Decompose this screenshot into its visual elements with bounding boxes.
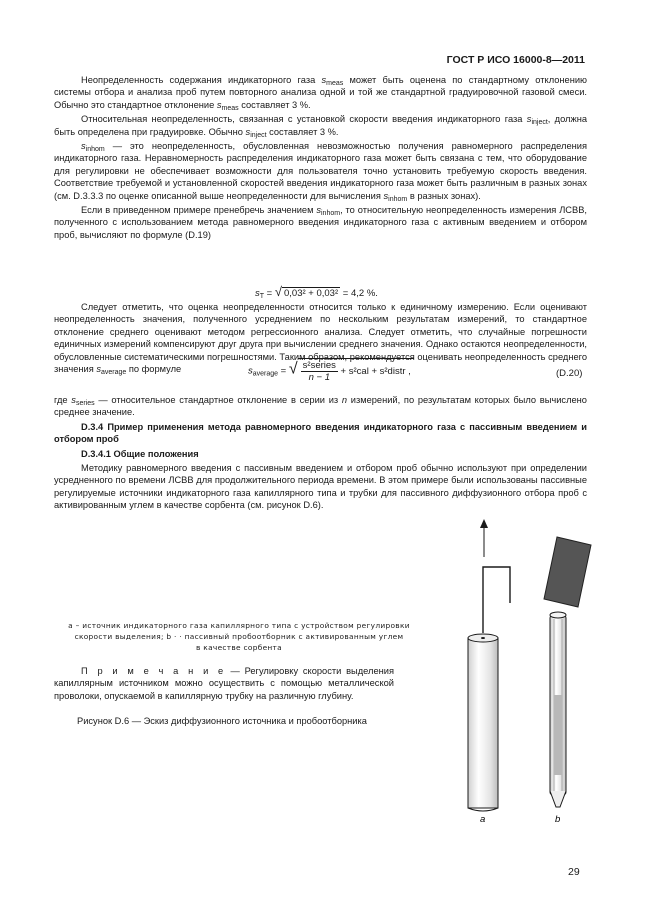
activated-carbon-sorbent bbox=[554, 695, 562, 775]
symbol: s bbox=[316, 205, 321, 216]
text: в разных зонах). bbox=[407, 190, 481, 201]
text: где bbox=[54, 395, 72, 405]
subsection-heading: D.3.4.1 Общие положения bbox=[81, 448, 199, 459]
formula-subscript: average bbox=[252, 370, 279, 378]
formula-symbol: s bbox=[255, 288, 260, 299]
subscript: inhom bbox=[388, 195, 408, 203]
paragraph-meas bbox=[54, 74, 587, 111]
document-header: ГОСТ Р ИСО 16000-8—2011 bbox=[446, 54, 585, 66]
paragraph-inhom bbox=[54, 140, 587, 202]
formula-d20 bbox=[248, 358, 414, 384]
text: Относительная неопределенность, связанная с установкой скорости введения индикаторного газа bbox=[81, 114, 527, 125]
legend-line: a – источник индикаторного газа капиллярного типа с устройством регулировки bbox=[68, 621, 410, 630]
section-heading: D.3.4 Пример применения метода равномерного введения индикаторного газа с пассивным введением и отбором проб bbox=[54, 421, 587, 445]
text: Следует отметить, что оценка неопределенности относится только к единичному измерению. Если оценивают неопределенность значения, полученного усреднением по нескольким результатам измерений, то стандартное отклонение среднего оценивают методом регрессионного анализа. Следует отметить, что случайные погрешности единичных измерений компенсируют друг друга при вычислении среднего значения. Однако остаются неопределенности, обусловленные систематическими погрешностями. Таким образом, рекомендуется оценивать неопределенность среднего значения bbox=[54, 302, 587, 375]
formula-symbol: s bbox=[248, 365, 253, 377]
label-a: a bbox=[480, 814, 486, 825]
wire-regulator bbox=[483, 567, 510, 633]
formula-numerator: s²series bbox=[302, 360, 336, 371]
formula-rest: + s²cal + s²distr , bbox=[337, 366, 411, 378]
figure-legend bbox=[54, 620, 424, 653]
symbol: s bbox=[71, 395, 76, 405]
formula-denominator: n − 1 bbox=[308, 372, 330, 383]
text: составляет 3 %. bbox=[238, 99, 311, 110]
subscript: inject bbox=[250, 131, 267, 139]
note-text: — Регулировку скорости выделения капиллярным источником можно осуществить с помощью металлической проволоки, опускаемой в капиллярную трубку на различную глубину. bbox=[54, 666, 394, 701]
formula-radicand: 0,03² + 0,03² bbox=[284, 288, 339, 299]
formula-equals: = bbox=[278, 365, 289, 377]
subscript: meas bbox=[221, 104, 239, 112]
symbol: s bbox=[245, 126, 251, 137]
formula-d19 bbox=[255, 284, 378, 299]
capillary-source-tube bbox=[468, 634, 498, 811]
figure-note bbox=[54, 665, 394, 702]
symbol: s bbox=[81, 141, 86, 152]
symbol: s bbox=[96, 364, 101, 375]
note-label: П р и м е ч а н и е bbox=[81, 666, 226, 676]
paragraph-formula-intro bbox=[54, 204, 587, 241]
legend-line: в качестве сорбента bbox=[196, 643, 282, 652]
paragraph-inject bbox=[54, 113, 587, 138]
sqrt-sign-icon: √ bbox=[274, 284, 282, 299]
symbol: s bbox=[526, 114, 532, 125]
formula-subscript: T bbox=[259, 293, 265, 300]
formula-result: = 4,2 %. bbox=[340, 288, 378, 299]
symbol: s bbox=[216, 99, 222, 110]
symbol: s bbox=[383, 190, 389, 201]
text: Если в приведенном примере пренебречь значением bbox=[81, 205, 317, 216]
sampler-cap bbox=[544, 537, 591, 607]
passive-sampler-tube bbox=[550, 612, 566, 807]
subscript: inject bbox=[531, 119, 548, 127]
text: , то относительную неопределенность измерения ЛСВВ, полученного с использованием метода равномерного введения индикаторного газа с активным введением и отбором проб, вычисляют по формуле (D.19) bbox=[54, 205, 587, 240]
figure-caption: Рисунок D.6 — Эскиз диффузионного источника и пробоотборника bbox=[77, 716, 367, 726]
diffusion-source-sketch bbox=[440, 515, 600, 825]
text: — это неопределенность, обусловленная невозможностью получения равномерного распределения индикаторного газа. Неравномерность распределения индикаторного газа может быть связана с тем, что оборудование для регулировки не обеспечивает возможности для пользователя точно установить требуемую скорость введения. Соответствие требуемой и установленной скоростей введения индикаторного газа может быть различным в разных зонах (см. D.3.3.3 по оценке описанной выше неопределенности для вычисления bbox=[54, 141, 587, 201]
text: по формуле bbox=[126, 364, 182, 375]
text: Неопределенность содержания индикаторного газа bbox=[81, 75, 322, 85]
page-number: 29 bbox=[568, 866, 580, 878]
subscript: meas bbox=[326, 80, 344, 87]
body-text-bottom bbox=[54, 394, 587, 514]
subscript: inhom bbox=[321, 210, 341, 218]
legend-line: скорости выделения; b · · пассивный пробоотборник с активированным углем bbox=[74, 632, 404, 641]
formula-equals: = bbox=[264, 288, 275, 299]
subscript: inhom bbox=[85, 146, 105, 154]
symbol: s bbox=[321, 75, 327, 85]
text: — относительное стандартное отклонение в серии из bbox=[94, 395, 342, 405]
label-b: b bbox=[555, 814, 561, 825]
body-text-top bbox=[54, 74, 587, 243]
text: составляет 3 %. bbox=[266, 126, 339, 137]
arrow-up-icon bbox=[480, 519, 488, 557]
sqrt-sign-icon: √ bbox=[288, 360, 298, 378]
text: измерений, по результатам которых было вычислено среднее значение. bbox=[54, 395, 587, 418]
symbol: n bbox=[341, 395, 348, 405]
subscript: average bbox=[100, 369, 127, 377]
paragraph-general: Методику равномерного введения с пассивным введением и отбором проб обычно используют при определении усредненного по времени ЛСВВ для продолжительного периода времени. В этом примере были использованы пассивные регулируемые источники индикаторного газа капиллярного типа и трубки для пассивного диффузионного отбора проб с активированным углем в качестве сорбента (см. рисунок D.6). bbox=[54, 463, 587, 511]
subscript: series bbox=[75, 400, 95, 407]
text: может быть оценена по стандартному отклонению системы отбора и анализа проб путем повторного анализа одной и той же стандартной градуировочной газовой смеси. Обычно это стандартное отклонение bbox=[54, 75, 588, 110]
paragraph-where bbox=[54, 394, 587, 419]
equation-number: (D.20) bbox=[556, 368, 583, 379]
text: , должна быть определена при градуировке. Обычно bbox=[54, 114, 588, 137]
